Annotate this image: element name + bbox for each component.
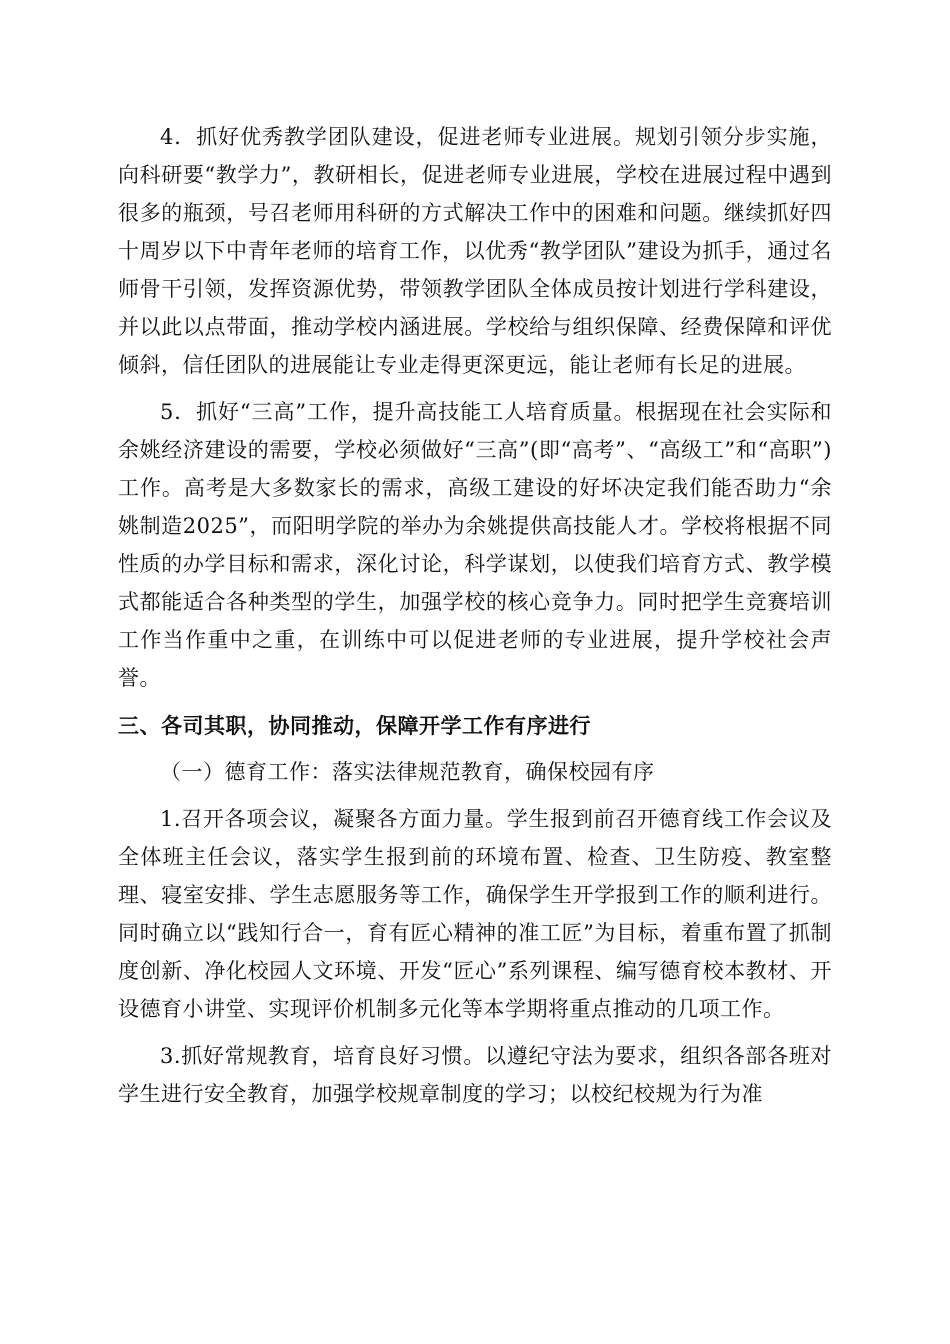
paragraph-routine-education: 3.抓好常规教育，培育良好习惯。以遵纪守法为要求，组织各部各班对学生进行安全教育，加强学校规章制度的学习；以校纪校规为行为准 (118, 1044, 832, 1106)
subsection-heading-moral-education: （一）德育工作：落实法律规范教育，确保校园有序 (160, 760, 655, 784)
paragraph-meetings: 1.召开各项会议，凝聚各方面力量。学生报到前召开德育线工作会议及全体班主任会议，落实学生报到前的环境布置、检查、卫生防疫、教室整理、寝室安排、学生志愿服务等工作，确保学生开学报到工作的顺利进行。同时确立以“践知行合一，育有匠心精神的准工匠”为目标，着重布置了抓制度创新、净化校园人文环境、开发“匠心”系列课程、编写德育校本教材、开设德育小讲堂、实现评价机制多元化等本学期将重点推动的几项工作。 (118, 807, 832, 1021)
section-heading-3: 三、各司其职，协同推动，保障开学工作有序进行 (118, 714, 591, 738)
paragraph-three-highs: 5．抓好“三高”工作，提升高技能工人培育质量。根据现在社会实际和余姚经济建设的需要，学校必须做好“三高”(即“高考”、“高级工”和“高职”)工作。高考是大多数家长的需求，高级工建设的好坏决定我们能否助力“余姚制造2025”，而阳明学院的举办为余姚提供高技能人才。学校将根据不同性质的办学目标和需求，深化讨论，科学谋划，以使我们培育方式、教学模式都能适合各种类型的学生，加强学校的核心竞争力。同时把学生竞赛培训工作当作重中之重，在训练中可以促进老师的专业进展，提升学校社会声誉。 (118, 400, 832, 690)
paragraph-teaching-team: 4．抓好优秀教学团队建设，促进老师专业进展。规划引领分步实施，向科研要“教学力”，教研相长，促进老师专业进展，学校在进展过程中遇到很多的瓶颈，号召老师用科研的方式解决工作中的困难和问题。继续抓好四十周岁以下中青年老师的培育工作，以优秀“教学团队”建设为抓手，通过名师骨干引领，发挥资源优势，带领教学团队全体成员按计划进行学科建设，并以此以点带面，推动学校内涵进展。学校给与组织保障、经费保障和评优倾斜，信任团队的进展能让专业走得更深更远，能让老师有长足的进展。 (118, 125, 832, 377)
